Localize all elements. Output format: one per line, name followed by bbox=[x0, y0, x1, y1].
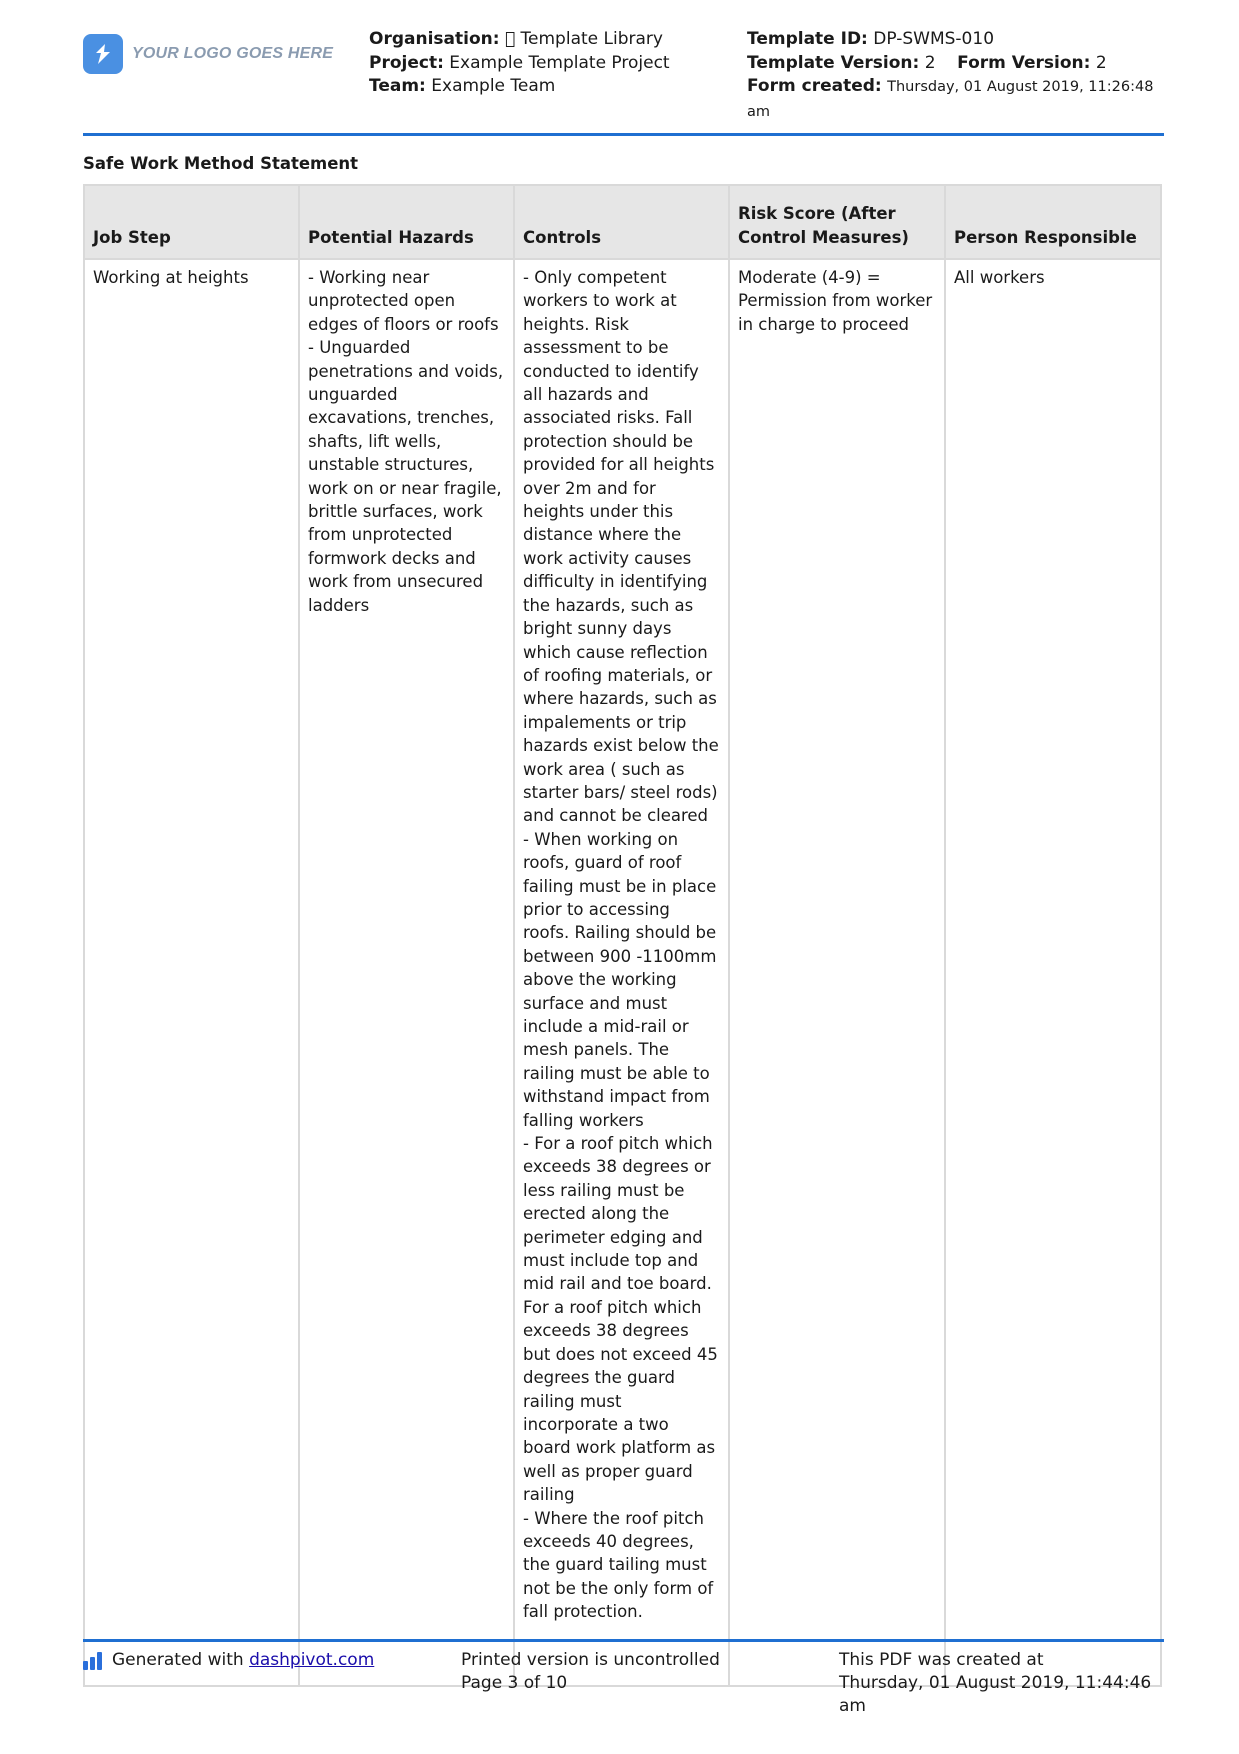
cell-text-line: edges of floors or roofs bbox=[308, 314, 499, 334]
template-version-value: 2 bbox=[924, 52, 936, 73]
form-version-value: 2 bbox=[1095, 52, 1107, 73]
team-value: Example Team bbox=[431, 76, 556, 96]
cell-text-line: provided for all heights bbox=[523, 455, 715, 475]
footer-divider bbox=[83, 1639, 1164, 1642]
cell-text-line: work area ( such as bbox=[523, 759, 685, 779]
template-version-label: Template Version: bbox=[747, 52, 920, 73]
cell-text-line: - Only competent bbox=[523, 268, 667, 287]
header-project-info bbox=[369, 28, 729, 99]
cell-text-line: prior to accessing bbox=[523, 899, 670, 919]
page-header bbox=[83, 28, 1164, 132]
cell-text-line: shafts, lift wells, bbox=[308, 431, 442, 451]
company-logo bbox=[83, 34, 333, 74]
cell-text-line: roofs. Railing should be bbox=[523, 923, 717, 943]
cell-text-line: which cause reflection bbox=[523, 642, 708, 662]
cell-text-line: mid rail and toe board. bbox=[523, 1274, 712, 1294]
footer-generated bbox=[83, 1649, 374, 1672]
cell-text-line: distance where the bbox=[523, 525, 682, 545]
cell-text-line: the guard tailing must bbox=[523, 1555, 707, 1575]
cell-text-line: falling workers bbox=[523, 1110, 644, 1130]
cell-text-line: heights. Risk bbox=[523, 314, 629, 334]
cell-text-line: heights under this bbox=[523, 502, 674, 522]
footer-created-info bbox=[839, 1649, 1164, 1718]
header-divider bbox=[83, 133, 1164, 136]
cell-text-line: brittle surfaces, work bbox=[308, 502, 483, 522]
cell-text-line: conducted to identify bbox=[523, 361, 699, 381]
cell-text-line: Moderate (4-9) = bbox=[738, 268, 881, 287]
dashpivot-link[interactable]: dashpivot.com bbox=[249, 1650, 375, 1670]
cell-text-line: ladders bbox=[308, 595, 370, 615]
cell-text-line: unstable structures, bbox=[308, 455, 474, 475]
col-header-job-step: Job Step bbox=[84, 185, 299, 259]
cell-controls bbox=[514, 259, 729, 1686]
cell-text-line: roofs, guard of roof bbox=[523, 853, 682, 873]
page-number: Page 3 of 10 bbox=[461, 1673, 568, 1693]
cell-text-line: work on or near fragile, bbox=[308, 478, 502, 498]
template-id-label: Template ID: bbox=[747, 29, 868, 49]
cell-potential-hazards bbox=[299, 259, 514, 1686]
cell-text-line: formwork decks and bbox=[308, 548, 476, 568]
form-created-label: Form created: bbox=[747, 76, 882, 96]
cell-text-line: work from unsecured bbox=[308, 572, 484, 592]
cell-text-line: difficulty in identifying bbox=[523, 572, 708, 592]
uncontrolled-notice: Printed version is uncontrolled bbox=[461, 1650, 720, 1670]
col-header-potential-hazards: Potential Hazards bbox=[299, 185, 514, 259]
cell-text-line: associated risks. Fall bbox=[523, 408, 693, 428]
form-version-label: Form Version: bbox=[957, 52, 1091, 73]
cell-text-line: between 900 -1100mm bbox=[523, 946, 717, 966]
col-header-person-responsible: Person Responsible bbox=[945, 185, 1161, 259]
cell-text-line: well as proper guard bbox=[523, 1461, 693, 1481]
cell-text-line: in charge to proceed bbox=[738, 314, 909, 334]
template-id-value: DP-SWMS-010 bbox=[873, 29, 995, 49]
organisation-value: Template Library bbox=[504, 29, 648, 49]
dashpivot-logo-icon bbox=[83, 1652, 104, 1670]
cell-text-line: exceeds 40 degrees, bbox=[523, 1531, 694, 1551]
cell-text-line: penetrations and voids, bbox=[308, 361, 504, 381]
created-timestamp: Thursday, 01 August 2019, 11:44:46 bbox=[839, 1673, 1152, 1693]
cell-text-line: but does not exceed 45 bbox=[523, 1344, 718, 1364]
cell-text-line: - Unguarded bbox=[308, 338, 411, 358]
cell-text-line: exceeds 38 degrees bbox=[523, 1321, 689, 1341]
cell-text-line: the hazards, such as bbox=[523, 595, 694, 615]
cell-risk-score bbox=[729, 259, 945, 1686]
project-label: Project: bbox=[369, 52, 444, 73]
cell-text-line: must include top and bbox=[523, 1251, 699, 1271]
cell-text-line: railing must bbox=[523, 1391, 622, 1411]
form-created-value: Thursday, 01 August 2019, 11:26:48 bbox=[887, 79, 1154, 95]
cell-text-line: degrees the guard bbox=[523, 1368, 675, 1388]
created-timestamp-cont: am bbox=[839, 1696, 866, 1716]
table-header-row bbox=[84, 185, 1161, 259]
generated-prefix: Generated with bbox=[112, 1650, 244, 1670]
cell-text-line: unprotected open bbox=[308, 291, 456, 311]
cell-text-line: board work platform as bbox=[523, 1438, 716, 1458]
col-header-risk-score: Risk Score (After Control Measures) bbox=[729, 185, 945, 259]
swms-table bbox=[83, 184, 1162, 1687]
cell-text-line: mesh panels. The bbox=[523, 1040, 670, 1060]
cell-job-step bbox=[84, 259, 299, 1686]
form-created-value-cont: am bbox=[747, 103, 771, 120]
cell-text-line: exceeds 38 degrees or bbox=[523, 1157, 711, 1177]
section-title: Safe Work Method Statement bbox=[83, 154, 359, 173]
created-label: This PDF was created at bbox=[839, 1650, 1044, 1670]
table-row bbox=[84, 259, 1161, 1686]
cell-text-line: All workers bbox=[954, 268, 1045, 287]
cell-text-line: - For a roof pitch which bbox=[523, 1134, 713, 1154]
cell-text-line: erected along the bbox=[523, 1204, 670, 1224]
cell-text-line: Permission from worker bbox=[738, 291, 933, 311]
cell-text-line: starter bars/ steel rods) bbox=[523, 782, 718, 802]
cell-text-line: surface and must bbox=[523, 993, 668, 1013]
footer-print-info bbox=[461, 1649, 720, 1695]
cell-text-line: of roofing materials, or bbox=[523, 665, 713, 685]
cell-text-line: bright sunny days bbox=[523, 619, 672, 639]
team-label: Team: bbox=[369, 76, 426, 96]
cell-text-line: workers to work at bbox=[523, 291, 677, 311]
cell-text-line: less railing must be bbox=[523, 1180, 685, 1200]
cell-text-line: impalements or trip bbox=[523, 712, 687, 732]
cell-text-line: railing must be able to bbox=[523, 1063, 710, 1083]
cell-text-line: protection should be bbox=[523, 431, 694, 451]
cell-text-line: excavations, trenches, bbox=[308, 408, 495, 428]
cell-text-line: fall protection. bbox=[523, 1602, 643, 1622]
cell-text-line: incorporate a two bbox=[523, 1414, 669, 1434]
logo-icon bbox=[83, 34, 123, 74]
cell-text-line: unguarded bbox=[308, 385, 398, 405]
header-template-info bbox=[747, 28, 1167, 124]
cell-text-line: withstand impact from bbox=[523, 1087, 710, 1107]
cell-text-line: - Where the roof pitch bbox=[523, 1508, 704, 1528]
cell-text-line: For a roof pitch which bbox=[523, 1297, 702, 1317]
cell-text-line: from unprotected bbox=[308, 525, 453, 545]
cell-text-line: railing bbox=[523, 1485, 575, 1505]
cell-text-line: where hazards, such as bbox=[523, 689, 717, 709]
organisation-label: Organisation: bbox=[369, 29, 500, 49]
cell-text-line: and cannot be cleared bbox=[523, 806, 709, 826]
cell-text-line: above the working bbox=[523, 970, 677, 990]
cell-text-line: all hazards and bbox=[523, 385, 649, 405]
cell-text-line: failing must be in place bbox=[523, 876, 717, 896]
col-header-controls: Controls bbox=[514, 185, 729, 259]
cell-text-line: not be the only form of bbox=[523, 1578, 714, 1598]
cell-text-line: assessment to be bbox=[523, 338, 669, 358]
cell-text-line: - Working near bbox=[308, 268, 430, 287]
project-value: Example Template Project bbox=[449, 52, 670, 73]
cell-text-line: Working at heights bbox=[93, 268, 249, 287]
logo-text: YOUR LOGO GOES HERE bbox=[132, 45, 334, 62]
cell-text-line: hazards exist below the bbox=[523, 736, 719, 756]
cell-text-line: over 2m and for bbox=[523, 478, 656, 498]
cell-text-line: perimeter edging and bbox=[523, 1227, 703, 1247]
cell-text-line: include a mid-rail or bbox=[523, 1017, 689, 1036]
cell-text-line: work activity causes bbox=[523, 548, 692, 568]
cell-person-responsible bbox=[945, 259, 1161, 1686]
cell-text-line: - When working on bbox=[523, 829, 679, 849]
